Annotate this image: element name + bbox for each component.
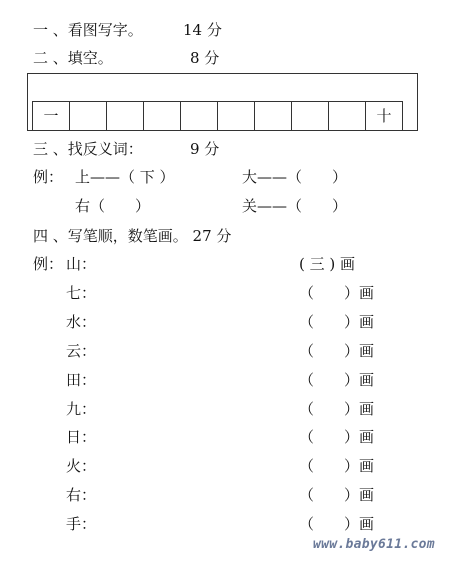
antonym-example-label: 例： [33,168,64,186]
stroke-item-char: 七： [66,284,97,302]
grid-cell[interactable] [107,101,144,131]
grid-cell[interactable] [70,101,107,131]
stroke-item-answer[interactable]: （ ）画 [299,342,375,360]
stroke-item-char: 九： [66,400,97,418]
stroke-item-char: 日： [66,428,97,446]
section4-title: 四 、写笔顺，数笔画。 27 分 [33,227,232,245]
section3-title: 三 、找反义词： [33,140,143,158]
grid-cell[interactable] [292,101,329,131]
watermark-url: www.baby611.com [313,537,435,552]
grid-cell[interactable] [255,101,292,131]
section2-points: 8 分 [190,49,220,67]
grid-cell[interactable] [329,101,366,131]
section2-title: 二 、填空。 [33,49,113,67]
stroke-item-char: 云： [66,342,97,360]
stroke-item-char: 火： [66,457,97,475]
stroke-example-label: 例： [33,255,64,273]
stroke-item-answer[interactable]: （ ）画 [299,486,375,504]
grid-cell[interactable]: 一 [33,101,70,131]
stroke-item-answer[interactable]: （ ）画 [299,457,375,475]
stroke-item-char: 田： [66,371,97,389]
stroke-item-char: 手： [66,515,97,533]
stroke-item-answer[interactable]: （ ）画 [299,428,375,446]
antonym-pair-1-left: 上——（ 下 ） [75,168,175,186]
antonym-pair-2-right: 关——（ ） [242,197,348,215]
stroke-item-char: 右： [66,486,97,504]
grid-cell[interactable] [218,101,255,131]
stroke-item-answer[interactable]: （ ）画 [299,313,375,331]
stroke-item-char: 水： [66,313,97,331]
antonym-pair-2-left: 右（ ） [75,197,151,215]
grid-cell[interactable] [144,101,181,131]
stroke-item-answer[interactable]: （ ）画 [299,400,375,418]
stroke-item-answer[interactable]: （ ）画 [299,371,375,389]
antonym-pair-1-right: 大——（ ） [242,168,348,186]
section1-title: 一 、看图写字。 [33,21,143,39]
section1-points: 14 分 [183,21,222,39]
stroke-example-char: 山： [66,255,97,273]
stroke-item-answer[interactable]: （ ）画 [299,515,375,533]
grid-cell[interactable]: 十 [366,101,403,131]
fill-in-grid [32,101,403,131]
stroke-item-answer[interactable]: （ ）画 [299,284,375,302]
section3-points: 9 分 [190,140,220,158]
grid-cell[interactable] [181,101,218,131]
stroke-example-answer: ( 三 ) 画 [299,255,356,273]
